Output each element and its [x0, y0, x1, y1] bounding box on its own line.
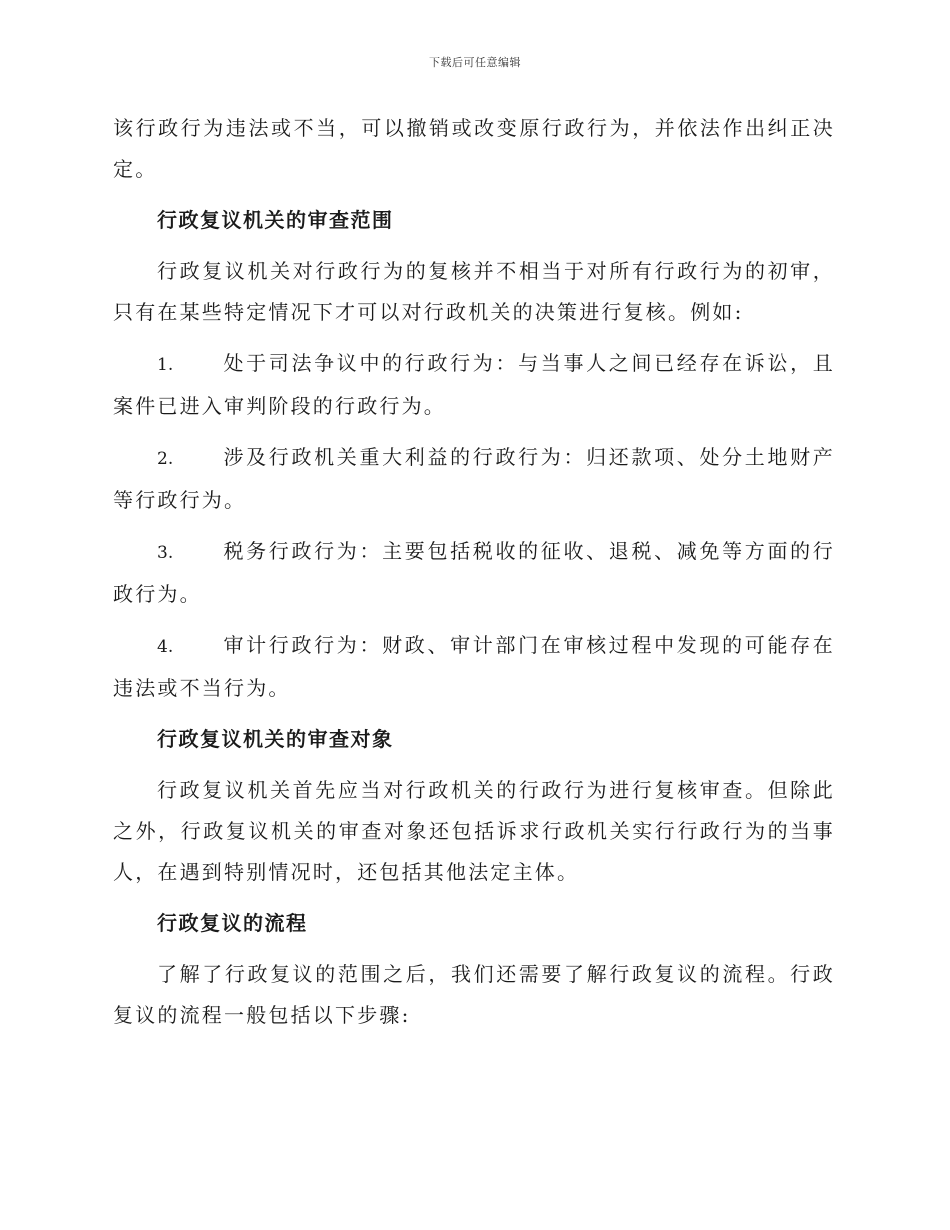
review-scope-intro: 行政复议机关对行政行为的复核并不相当于对所有行政行为的初审，只有在某些特定情况下才可以对行政机关的决策进行复核。例如: [113, 259, 835, 324]
list-item [113, 531, 835, 615]
list-item [113, 343, 835, 427]
page-header: 下载后可任意编辑 [429, 56, 521, 69]
list-text: 税务行政行为：主要包括税收的征收、退税、减免等方面的行政行为。 [113, 539, 835, 606]
section-heading-review-object: 行政复议机关的审查对象 [157, 727, 394, 751]
list-number: 2. [157, 449, 174, 469]
list-item [113, 437, 835, 521]
list-text: 涉及行政机关重大利益的行政行为：归还款项、处分土地财产等行政行为。 [113, 445, 835, 512]
list-number: 4. [157, 637, 174, 657]
list-item [113, 625, 835, 709]
section-heading-procedure: 行政复议的流程 [157, 911, 308, 935]
list-number: 1. [157, 355, 174, 375]
section-heading-review-scope: 行政复议机关的审查范围 [157, 208, 394, 232]
review-object-paragraph: 行政复议机关首先应当对行政机关的行政行为进行复核审查。但除此之外，行政复议机关的审查对象还包括诉求行政机关实行行政行为的当事人，在遇到特别情况时，还包括其他法定主体。 [113, 778, 835, 884]
list-text: 审计行政行为：财政、审计部门在审核过程中发现的可能存在违法或不当行为。 [113, 633, 835, 700]
list-text: 处于司法争议中的行政行为：与当事人之间已经存在诉讼，且案件已进入审判阶段的行政行为。 [113, 351, 835, 418]
procedure-paragraph: 了解了行政复议的范围之后，我们还需要了解行政复议的流程。行政复议的流程一般包括以下步骤: [113, 962, 835, 1027]
document-body [113, 108, 835, 1046]
continuation-paragraph: 该行政行为违法或不当，可以撤销或改变原行政行为，并依法作出纠正决定。 [113, 116, 835, 181]
list-number: 3. [157, 543, 174, 563]
